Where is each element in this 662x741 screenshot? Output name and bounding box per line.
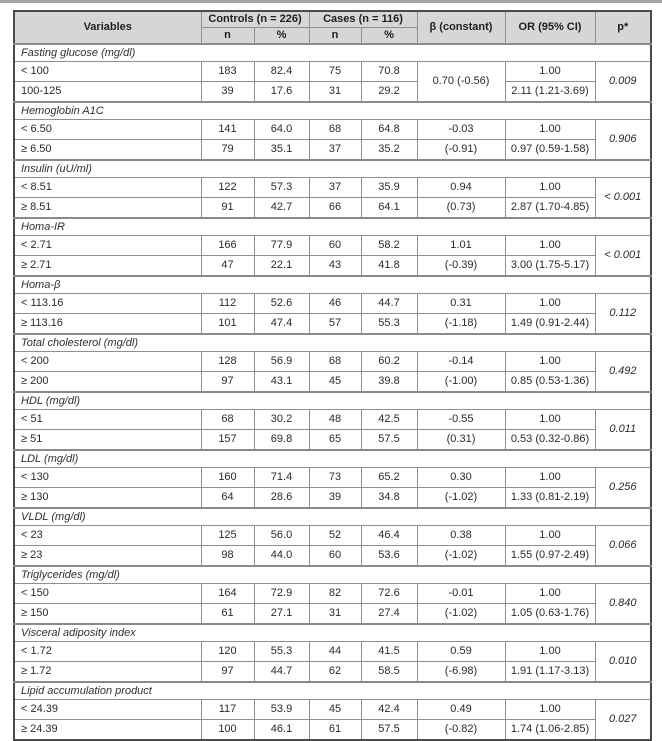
or-value: 1.74 (1.06-2.85) [505, 720, 595, 741]
or-value: 2.11 (1.21-3.69) [505, 82, 595, 103]
beta-value: 0.30 [417, 468, 505, 488]
row-label: < 100 [14, 62, 201, 82]
table-row [14, 372, 651, 393]
or-value: 1.00 [505, 178, 595, 198]
controls-pct-value: 56.0 [254, 526, 309, 546]
cases-n-value: 31 [309, 604, 361, 625]
controls-pct-value: 43.1 [254, 372, 309, 393]
row-label: < 130 [14, 468, 201, 488]
controls-pct-value: 72.9 [254, 584, 309, 604]
table-row [14, 700, 651, 720]
section-row [14, 218, 651, 236]
controls-pct-value: 44.0 [254, 546, 309, 567]
controls-pct-value: 47.4 [254, 314, 309, 335]
cases-pct-value: 35.2 [361, 140, 417, 161]
p-value: 0.112 [595, 294, 651, 335]
or-value: 0.97 (0.59-1.58) [505, 140, 595, 161]
cases-n-value: 75 [309, 62, 361, 82]
beta-value: 0.49 [417, 700, 505, 720]
controls-pct-value: 44.7 [254, 662, 309, 683]
row-label: ≥ 24.39 [14, 720, 201, 741]
controls-pct-value: 22.1 [254, 256, 309, 277]
beta-value: (-1.02) [417, 546, 505, 567]
controls-pct-value: 69.8 [254, 430, 309, 451]
controls-n-value: 122 [201, 178, 254, 198]
table-row [14, 526, 651, 546]
cases-pct-value: 41.8 [361, 256, 417, 277]
controls-n-value: 160 [201, 468, 254, 488]
controls-n-value: 79 [201, 140, 254, 161]
header-cases-n: n [309, 28, 361, 45]
table-row [14, 642, 651, 662]
beta-value: (-1.18) [417, 314, 505, 335]
controls-pct-value: 71.4 [254, 468, 309, 488]
header-beta-constant: β (constant) [417, 11, 505, 44]
controls-pct-value: 52.6 [254, 294, 309, 314]
cases-n-value: 61 [309, 720, 361, 741]
controls-pct-value: 82.4 [254, 62, 309, 82]
controls-n-value: 164 [201, 584, 254, 604]
cases-n-value: 37 [309, 140, 361, 161]
or-value: 1.00 [505, 236, 595, 256]
row-label: ≥ 23 [14, 546, 201, 567]
header-controls-group: Controls (n = 226) [201, 11, 309, 28]
table-header [14, 11, 651, 44]
or-value: 1.00 [505, 642, 595, 662]
row-label: < 23 [14, 526, 201, 546]
controls-pct-value: 35.1 [254, 140, 309, 161]
controls-n-value: 157 [201, 430, 254, 451]
cases-n-value: 65 [309, 430, 361, 451]
table-row [14, 430, 651, 451]
cases-pct-value: 27.4 [361, 604, 417, 625]
table-row [14, 584, 651, 604]
controls-pct-value: 77.9 [254, 236, 309, 256]
results-table-container [13, 10, 652, 741]
table-row [14, 410, 651, 430]
beta-value: (-0.82) [417, 720, 505, 741]
or-value: 1.05 (0.63-1.76) [505, 604, 595, 625]
p-value: < 0.001 [595, 178, 651, 219]
beta-value: 0.31 [417, 294, 505, 314]
or-value: 1.00 [505, 410, 595, 430]
controls-n-value: 97 [201, 662, 254, 683]
header-cases-group: Cases (n = 116) [309, 11, 417, 28]
or-value: 2.87 (1.70-4.85) [505, 198, 595, 219]
table-row [14, 82, 651, 103]
beta-value: 0.94 [417, 178, 505, 198]
cases-n-value: 68 [309, 352, 361, 372]
table-row [14, 236, 651, 256]
beta-value: -0.55 [417, 410, 505, 430]
controls-pct-value: 53.9 [254, 700, 309, 720]
cases-n-value: 45 [309, 700, 361, 720]
section-row [14, 334, 651, 352]
controls-n-value: 166 [201, 236, 254, 256]
cases-n-value: 37 [309, 178, 361, 198]
cases-pct-value: 44.7 [361, 294, 417, 314]
beta-value: (-0.39) [417, 256, 505, 277]
section-row [14, 276, 651, 294]
row-label: < 113.16 [14, 294, 201, 314]
cases-n-value: 73 [309, 468, 361, 488]
beta-value: 0.38 [417, 526, 505, 546]
controls-n-value: 101 [201, 314, 254, 335]
page-top-rule [0, 0, 662, 3]
section-title: Lipid accumulation product [14, 682, 651, 700]
or-value: 1.33 (0.81-2.19) [505, 488, 595, 509]
cases-pct-value: 55.3 [361, 314, 417, 335]
controls-pct-value: 57.3 [254, 178, 309, 198]
cases-n-value: 43 [309, 256, 361, 277]
or-value: 1.00 [505, 294, 595, 314]
cases-pct-value: 46.4 [361, 526, 417, 546]
controls-n-value: 64 [201, 488, 254, 509]
cases-pct-value: 60.2 [361, 352, 417, 372]
section-row [14, 624, 651, 642]
cases-n-value: 82 [309, 584, 361, 604]
beta-value: (-0.91) [417, 140, 505, 161]
section-title: Homa-β [14, 276, 651, 294]
cases-n-value: 46 [309, 294, 361, 314]
section-title: Visceral adiposity index [14, 624, 651, 642]
cases-pct-value: 53.6 [361, 546, 417, 567]
cases-pct-value: 34.8 [361, 488, 417, 509]
p-value: 0.027 [595, 700, 651, 741]
header-variables: Variables [14, 11, 201, 44]
cases-pct-value: 39.8 [361, 372, 417, 393]
header-row-1 [14, 11, 651, 28]
beta-value: -0.14 [417, 352, 505, 372]
beta-value: 0.70 (-0.56) [417, 62, 505, 103]
beta-value: (-1.00) [417, 372, 505, 393]
beta-value: (-6.98) [417, 662, 505, 683]
or-value: 1.00 [505, 352, 595, 372]
cases-n-value: 66 [309, 198, 361, 219]
section-title: Homa-IR [14, 218, 651, 236]
beta-value: (-1.02) [417, 488, 505, 509]
or-value: 1.00 [505, 62, 595, 82]
section-row [14, 566, 651, 584]
p-value: 0.009 [595, 62, 651, 103]
table-row [14, 140, 651, 161]
table-row [14, 352, 651, 372]
or-value: 1.00 [505, 700, 595, 720]
section-row [14, 682, 651, 700]
or-value: 3.00 (1.75-5.17) [505, 256, 595, 277]
header-p-value: p* [595, 11, 651, 44]
row-label: ≥ 150 [14, 604, 201, 625]
cases-pct-value: 42.4 [361, 700, 417, 720]
controls-pct-value: 17.6 [254, 82, 309, 103]
header-controls-pct: % [254, 28, 309, 45]
row-label: ≥ 113.16 [14, 314, 201, 335]
cases-n-value: 31 [309, 82, 361, 103]
controls-n-value: 61 [201, 604, 254, 625]
controls-n-value: 39 [201, 82, 254, 103]
controls-pct-value: 27.1 [254, 604, 309, 625]
controls-n-value: 120 [201, 642, 254, 662]
section-title: Total cholesterol (mg/dl) [14, 334, 651, 352]
section-title: HDL (mg/dl) [14, 392, 651, 410]
section-row [14, 160, 651, 178]
controls-n-value: 141 [201, 120, 254, 140]
or-value: 0.53 (0.32-0.86) [505, 430, 595, 451]
table-row [14, 720, 651, 741]
cases-n-value: 60 [309, 546, 361, 567]
row-label: ≥ 200 [14, 372, 201, 393]
section-title: Insulin (uU/ml) [14, 160, 651, 178]
or-value: 1.91 (1.17-3.13) [505, 662, 595, 683]
controls-n-value: 97 [201, 372, 254, 393]
beta-value: (0.73) [417, 198, 505, 219]
row-label: < 24.39 [14, 700, 201, 720]
row-label: < 6.50 [14, 120, 201, 140]
results-table [13, 10, 652, 741]
table-row [14, 256, 651, 277]
or-value: 1.00 [505, 468, 595, 488]
cases-pct-value: 29.2 [361, 82, 417, 103]
controls-n-value: 47 [201, 256, 254, 277]
cases-pct-value: 70.8 [361, 62, 417, 82]
section-title: Triglycerides (mg/dl) [14, 566, 651, 584]
beta-value: (-1.02) [417, 604, 505, 625]
section-row [14, 102, 651, 120]
cases-pct-value: 72.6 [361, 584, 417, 604]
cases-pct-value: 57.5 [361, 430, 417, 451]
cases-n-value: 45 [309, 372, 361, 393]
header-controls-n: n [201, 28, 254, 45]
controls-n-value: 98 [201, 546, 254, 567]
row-label: < 150 [14, 584, 201, 604]
p-value: 0.492 [595, 352, 651, 393]
beta-value: (0.31) [417, 430, 505, 451]
table-row [14, 178, 651, 198]
or-value: 1.00 [505, 120, 595, 140]
table-row [14, 314, 651, 335]
p-value: 0.066 [595, 526, 651, 567]
p-value: 0.256 [595, 468, 651, 509]
table-row [14, 662, 651, 683]
cases-n-value: 68 [309, 120, 361, 140]
controls-n-value: 183 [201, 62, 254, 82]
section-row [14, 392, 651, 410]
controls-n-value: 128 [201, 352, 254, 372]
controls-pct-value: 55.3 [254, 642, 309, 662]
section-title: Fasting glucose (mg/dl) [14, 44, 651, 62]
controls-n-value: 100 [201, 720, 254, 741]
controls-n-value: 68 [201, 410, 254, 430]
section-row [14, 508, 651, 526]
section-row [14, 450, 651, 468]
row-label: ≥ 6.50 [14, 140, 201, 161]
cases-n-value: 52 [309, 526, 361, 546]
controls-pct-value: 30.2 [254, 410, 309, 430]
section-title: Hemoglobin A1C [14, 102, 651, 120]
or-value: 1.55 (0.97-2.49) [505, 546, 595, 567]
table-row [14, 468, 651, 488]
controls-pct-value: 64.0 [254, 120, 309, 140]
controls-n-value: 91 [201, 198, 254, 219]
cases-n-value: 44 [309, 642, 361, 662]
cases-n-value: 48 [309, 410, 361, 430]
row-label: ≥ 8.51 [14, 198, 201, 219]
cases-pct-value: 57.5 [361, 720, 417, 741]
section-title: LDL (mg/dl) [14, 450, 651, 468]
table-row [14, 604, 651, 625]
table-row [14, 294, 651, 314]
cases-pct-value: 64.1 [361, 198, 417, 219]
table-row [14, 198, 651, 219]
p-value: 0.906 [595, 120, 651, 161]
p-value: 0.010 [595, 642, 651, 683]
or-value: 1.49 (0.91-2.44) [505, 314, 595, 335]
row-label: < 2.71 [14, 236, 201, 256]
controls-n-value: 117 [201, 700, 254, 720]
controls-pct-value: 56.9 [254, 352, 309, 372]
or-value: 1.00 [505, 526, 595, 546]
results-table-body [14, 44, 651, 740]
controls-pct-value: 28.6 [254, 488, 309, 509]
cases-pct-value: 41.5 [361, 642, 417, 662]
cases-pct-value: 42.5 [361, 410, 417, 430]
row-label: ≥ 51 [14, 430, 201, 451]
cases-pct-value: 58.5 [361, 662, 417, 683]
p-value: 0.011 [595, 410, 651, 451]
row-label: < 51 [14, 410, 201, 430]
or-value: 0.85 (0.53-1.36) [505, 372, 595, 393]
header-cases-pct: % [361, 28, 417, 45]
beta-value: -0.03 [417, 120, 505, 140]
row-label: < 8.51 [14, 178, 201, 198]
cases-pct-value: 35.9 [361, 178, 417, 198]
table-row [14, 120, 651, 140]
row-label: < 1.72 [14, 642, 201, 662]
table-row [14, 62, 651, 82]
row-label: ≥ 130 [14, 488, 201, 509]
beta-value: -0.01 [417, 584, 505, 604]
header-or-ci: OR (95% CI) [505, 11, 595, 44]
row-label: ≥ 1.72 [14, 662, 201, 683]
section-title: VLDL (mg/dl) [14, 508, 651, 526]
controls-pct-value: 46.1 [254, 720, 309, 741]
row-label: < 200 [14, 352, 201, 372]
beta-value: 0.59 [417, 642, 505, 662]
cases-n-value: 39 [309, 488, 361, 509]
cases-pct-value: 58.2 [361, 236, 417, 256]
controls-n-value: 125 [201, 526, 254, 546]
cases-pct-value: 64.8 [361, 120, 417, 140]
table-row [14, 488, 651, 509]
row-label: 100-125 [14, 82, 201, 103]
p-value: < 0.001 [595, 236, 651, 277]
p-value: 0.840 [595, 584, 651, 625]
row-label: ≥ 2.71 [14, 256, 201, 277]
or-value: 1.00 [505, 584, 595, 604]
cases-pct-value: 65.2 [361, 468, 417, 488]
cases-n-value: 60 [309, 236, 361, 256]
controls-pct-value: 42.7 [254, 198, 309, 219]
beta-value: 1.01 [417, 236, 505, 256]
table-row [14, 546, 651, 567]
controls-n-value: 112 [201, 294, 254, 314]
cases-n-value: 62 [309, 662, 361, 683]
section-row [14, 44, 651, 62]
cases-n-value: 57 [309, 314, 361, 335]
